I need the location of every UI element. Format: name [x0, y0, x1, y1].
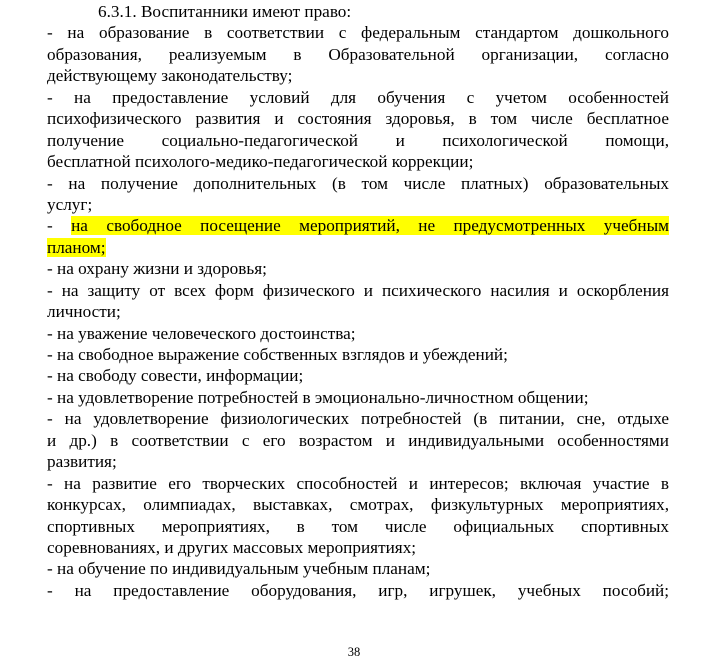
- document-line: - на удовлетворение физиологических потребностей (в питании, сне, отдыхе: [47, 409, 669, 429]
- document-line: спортивных мероприятиях, в том числе официальных спортивных: [47, 516, 669, 536]
- document-line: развития;: [47, 452, 117, 472]
- document-line: - на свободное выражение собственных взглядов и убеждений;: [47, 345, 508, 364]
- document-line: - на предоставление условий для обучения с учетом особенностей: [47, 87, 669, 107]
- document-body: [47, 1, 669, 601]
- rights-list-part-1: [47, 22, 669, 215]
- highlighted-text: на свободное посещение мероприятий, не предусмотренных учебным: [71, 216, 669, 236]
- document-line: - на обучение по индивидуальным учебным планам;: [47, 559, 431, 579]
- highlighted-item-line-1: [47, 215, 669, 236]
- document-line: бесплатной психолого-медико-педагогической коррекции;: [47, 152, 474, 172]
- document-line: услуг;: [47, 194, 93, 214]
- document-line: - на уважение человеческого достоинства;: [47, 323, 356, 343]
- document-line: психофизического развития и состояния здоровья, в том числе бесплатное: [47, 109, 669, 129]
- document-line: соревнованиях, и других массовых мероприятиях;: [47, 537, 417, 557]
- rights-list-part-2: [47, 258, 669, 601]
- highlighted-item-line-2: [47, 237, 669, 258]
- document-line: личности;: [47, 302, 121, 322]
- highlighted-text-continuation: планом;: [47, 237, 106, 257]
- document-line: - на предоставление оборудования, игр, игрушек, учебных пособий;: [47, 580, 669, 600]
- document-line: - на охрану жизни и здоровья;: [47, 259, 267, 279]
- document-line: - на свободу совести, информации;: [47, 366, 304, 386]
- document-line: и др.) в соответствии с его возрастом и индивидуальными особенностями: [47, 430, 669, 450]
- document-line: - на удовлетворение потребностей в эмоционально-личностном общении;: [47, 387, 589, 407]
- section-heading: 6.3.1. Воспитанники имеют право:: [98, 2, 352, 21]
- document-line: получение социально-педагогической и психологической помощи,: [47, 130, 669, 150]
- document-line: действующему законодательству;: [47, 66, 293, 86]
- document-line: - на защиту от всех форм физического и психического насилия и оскорбления: [47, 280, 669, 300]
- document-line: - на получение дополнительных (в том числе платных) образовательных: [47, 173, 669, 193]
- document-line: - на развитие его творческих способностей и интересов; включая участие в: [47, 473, 669, 493]
- list-dash: -: [47, 216, 72, 236]
- document-line: образования, реализуемым в Образовательной организации, согласно: [47, 44, 669, 64]
- document-line: конкурсах, олимпиадах, выставках, смотрах, физкультурных мероприятиях,: [47, 495, 669, 515]
- page-number: 38: [347, 645, 361, 659]
- document-line: - на образование в соответствии с федеральным стандартом дошкольного: [47, 23, 669, 43]
